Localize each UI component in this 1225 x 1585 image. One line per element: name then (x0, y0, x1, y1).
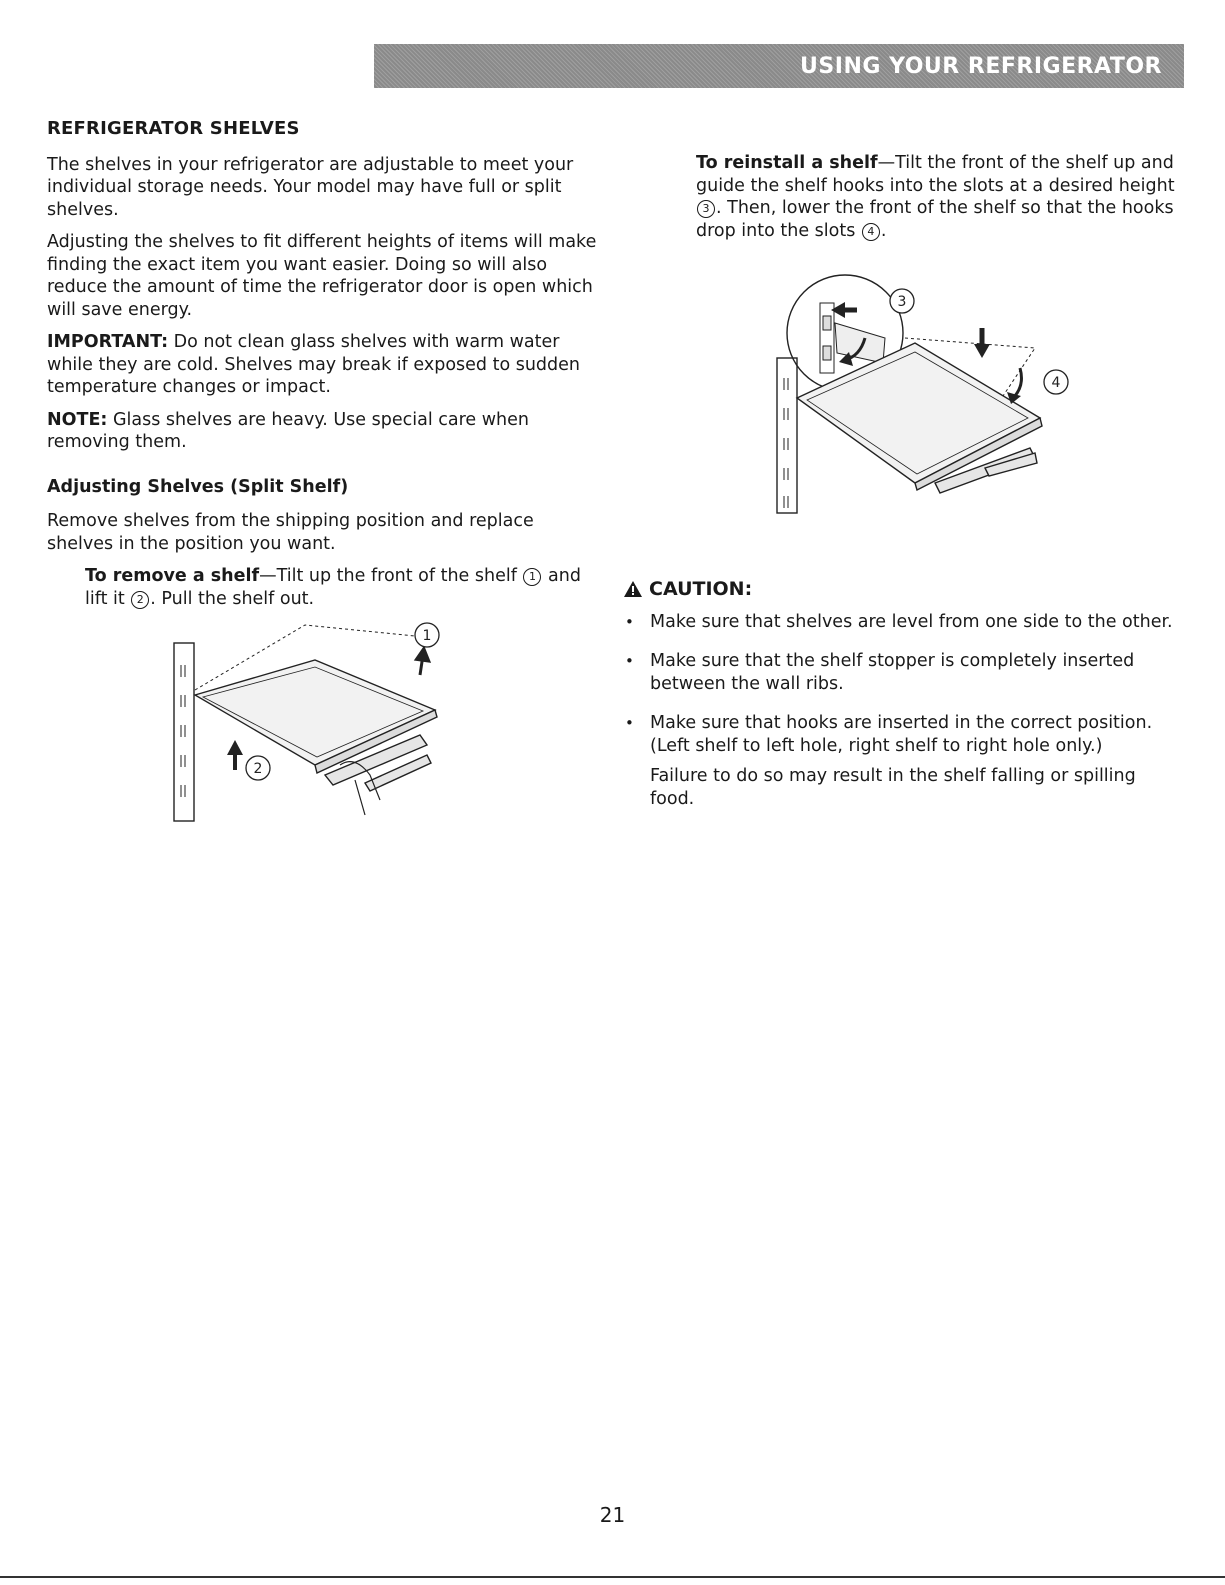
note (47, 409, 602, 454)
figure-marker-3-label: 3 (897, 294, 907, 310)
step-marker-4: 4 (862, 223, 880, 241)
caution-title: CAUTION: (649, 578, 753, 600)
warning-triangle-icon (623, 580, 643, 598)
adjusting-paragraph: Adjusting the shelves to fit different heights of items will make finding the exact item you want easier. Doing so will also reduce the amount of time the refrigerator door is open which will save energy. (47, 232, 597, 320)
section-banner (374, 44, 1184, 88)
remove-shelf-label: To remove a shelf (85, 566, 260, 586)
bottom-rule (0, 1576, 1225, 1578)
reinstall-shelf-label: To reinstall a shelf (696, 153, 878, 173)
left-column (47, 118, 602, 620)
remove-text-3: . Pull the shelf out. (150, 588, 315, 609)
caution-list (623, 611, 1183, 758)
caution-item: • Make sure that shelves are level from one side to the other. (623, 611, 1183, 634)
step-marker-1: 1 (523, 568, 541, 586)
subsection-title: Adjusting Shelves (Split Shelf) (47, 476, 349, 497)
important-label: IMPORTANT: (47, 332, 169, 352)
step-marker-3: 3 (697, 200, 715, 218)
right-column (696, 152, 1178, 252)
caution-item: • Make sure that the shelf stopper is completely inserted between the wall ribs. (623, 650, 1183, 695)
note-label: NOTE: (47, 409, 108, 430)
remove-shelf-instruction (85, 565, 602, 610)
figure-marker-1-label: 1 (422, 628, 432, 644)
note-text: Glass shelves are heavy. Use special care when removing them. (47, 409, 529, 452)
caution-consequence: Failure to do so may result in the shelf falling or spilling food. (650, 766, 1136, 809)
wall-rail (777, 358, 797, 513)
section-banner-title: USING YOUR REFRIGERATOR (800, 53, 1162, 79)
section-title: REFRIGERATOR SHELVES (47, 118, 300, 139)
remove-text-2: and lift it (85, 566, 581, 609)
figure-marker-2-label: 2 (253, 761, 263, 777)
caution-item: • Make sure that hooks are inserted in the correct position. (Left shelf to left hole, right shelf to right hole only.) (623, 712, 1183, 757)
remove-shelf-illustration (165, 615, 455, 825)
important-text: Do not clean glass shelves with warm water while they are cold. Shelves may break if exposed to sudden temperature changes or impact. (47, 332, 580, 397)
important-note (47, 331, 602, 399)
reinstall-text-2: . Then, lower the front of the shelf so that the hooks drop into the slots (696, 198, 1174, 241)
caution-heading (623, 578, 1183, 601)
reinstall-shelf-instruction (696, 152, 1178, 242)
wall-rail (174, 643, 194, 821)
page-number: 21 (599, 1503, 626, 1527)
figure-marker-4-label: 4 (1051, 375, 1061, 391)
shipping-paragraph: Remove shelves from the shipping position and replace shelves in the position you want. (47, 511, 534, 554)
reinstall-text-3: . (880, 220, 887, 241)
reinstall-text-1: —Tilt the front of the shelf up and guide the shelf hooks into the slots at a desired height (696, 153, 1175, 196)
reinstall-shelf-illustration (765, 268, 1085, 518)
caution-box (623, 578, 1183, 810)
remove-text-1: —Tilt up the front of the shelf (259, 566, 523, 586)
step-marker-2: 2 (131, 591, 149, 609)
intro-paragraph: The shelves in your refrigerator are adjustable to meet your individual storage needs. Your model may have full or split shelves. (47, 154, 574, 220)
